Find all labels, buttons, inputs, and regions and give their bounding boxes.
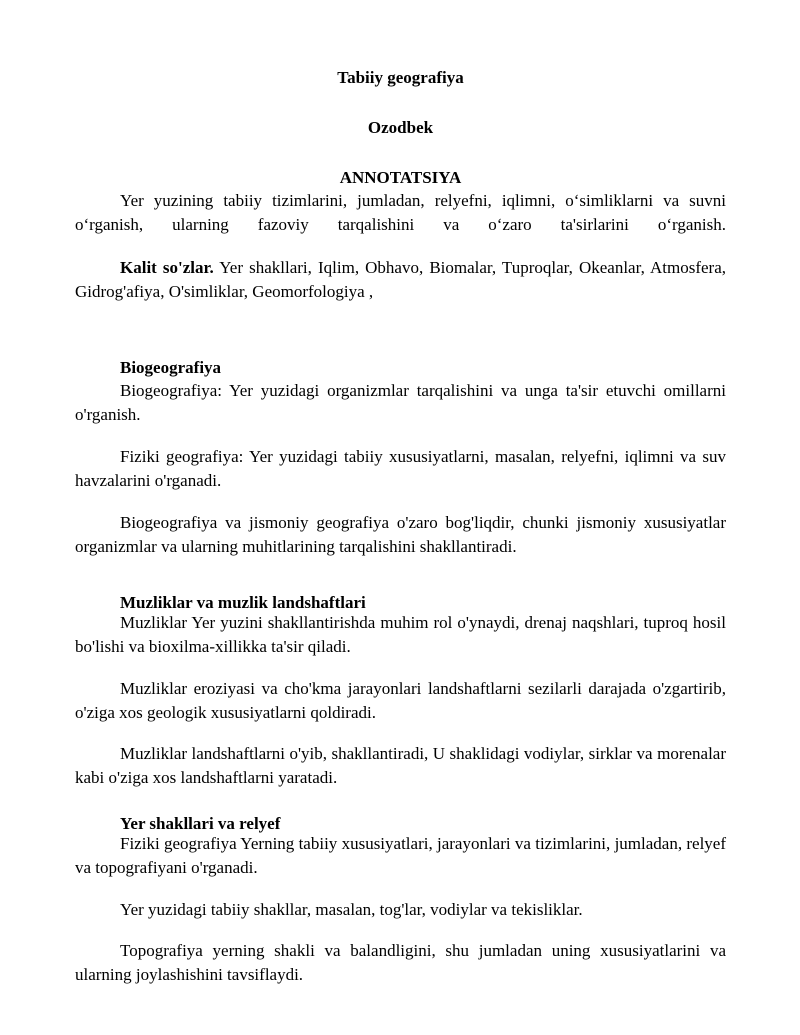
keywords-text: Yer shakllari, Iqlim, Obhavo, Biomalar, Tuproqlar, Okeanlar, Atmosfera, Gidrog'afiya, O'simliklar, Geomorfologiya , [75,258,726,301]
section-paragraph [75,939,726,987]
section-paragraph [75,742,726,790]
annotation-heading: ANNOTATSIYA [339,168,462,187]
paragraph-text: Muzliklar eroziyasi va cho'kma jarayonlari landshaftlarni sezilarli darajada o'zgartirib, o'ziga xos geologik xususiyatlarni qoldiradi. [75,679,726,722]
section-heading-biogeografiya: Biogeografiya [120,358,222,377]
paragraph-text: Biogeografiya va jismoniy geografiya o'zaro bog'liqdir, chunki jismoniy xususiyatlar organizmlar va ularning muhitlarining tarqalishini shakllantiradi. [75,513,726,556]
section-paragraph [75,898,726,922]
section-paragraph [75,445,726,493]
section-heading-muzliklar: Muzliklar va muzlik landshaftlari [120,593,366,612]
paragraph-text: Yer yuzidagi tabiiy shakllar, masalan, tog'lar, vodiylar va tekisliklar. [120,900,583,919]
document-title: Tabiiy geografiya [337,68,464,87]
annotation-paragraph [75,189,726,237]
section-heading-yer-shakllari: Yer shakllari va relyef [120,814,281,833]
paragraph-text: Biogeografiya: Yer yuzidagi organizmlar tarqalishini va unga ta'sir etuvchi omillarni o'rganish. [75,381,726,424]
keywords-label: Kalit so'zlar. [120,258,214,277]
section-paragraph [75,611,726,659]
section-paragraph [75,511,726,559]
paragraph-text: Muzliklar Yer yuzini shakllantirishda muhim rol o'ynaydi, drenaj naqshlari, tuproq hosil bo'lishi va bioxilma-xillikka ta'sir qiladi. [75,613,726,656]
section-paragraph [75,832,726,880]
paragraph-text: Muzliklar landshaftlarni o'yib, shakllantiradi, U shaklidagi vodiylar, sirklar va morenalar kabi o'ziga xos landshaftlarni yaratadi. [75,744,726,787]
keywords-paragraph [75,256,726,304]
section-paragraph [75,379,726,427]
document-author: Ozodbek [367,118,434,137]
paragraph-text: Fiziki geografiya Yerning tabiiy xususiyatlari, jarayonlari va tizimlarini, jumladan, relyef va topografiyani o'rganadi. [75,834,726,877]
paragraph-text: Topografiya yerning shakli va balandligini, shu jumladan uning xususiyatlarini va ularning joylashishini tavsiflaydi. [75,941,726,984]
section-paragraph [75,677,726,725]
annotation-text: Yer yuzining tabiiy tizimlarini, jumladan, relyefni, iqlimni, o‘simliklarni va suvni o‘rganish, ularning fazoviy tarqalishini va o‘zaro ta'sirlarini o‘rganish. [75,191,726,234]
paragraph-text: Fiziki geografiya: Yer yuzidagi tabiiy xususiyatlarni, masalan, relyefni, iqlimni va suv havzalarini o'rganadi. [75,447,726,490]
